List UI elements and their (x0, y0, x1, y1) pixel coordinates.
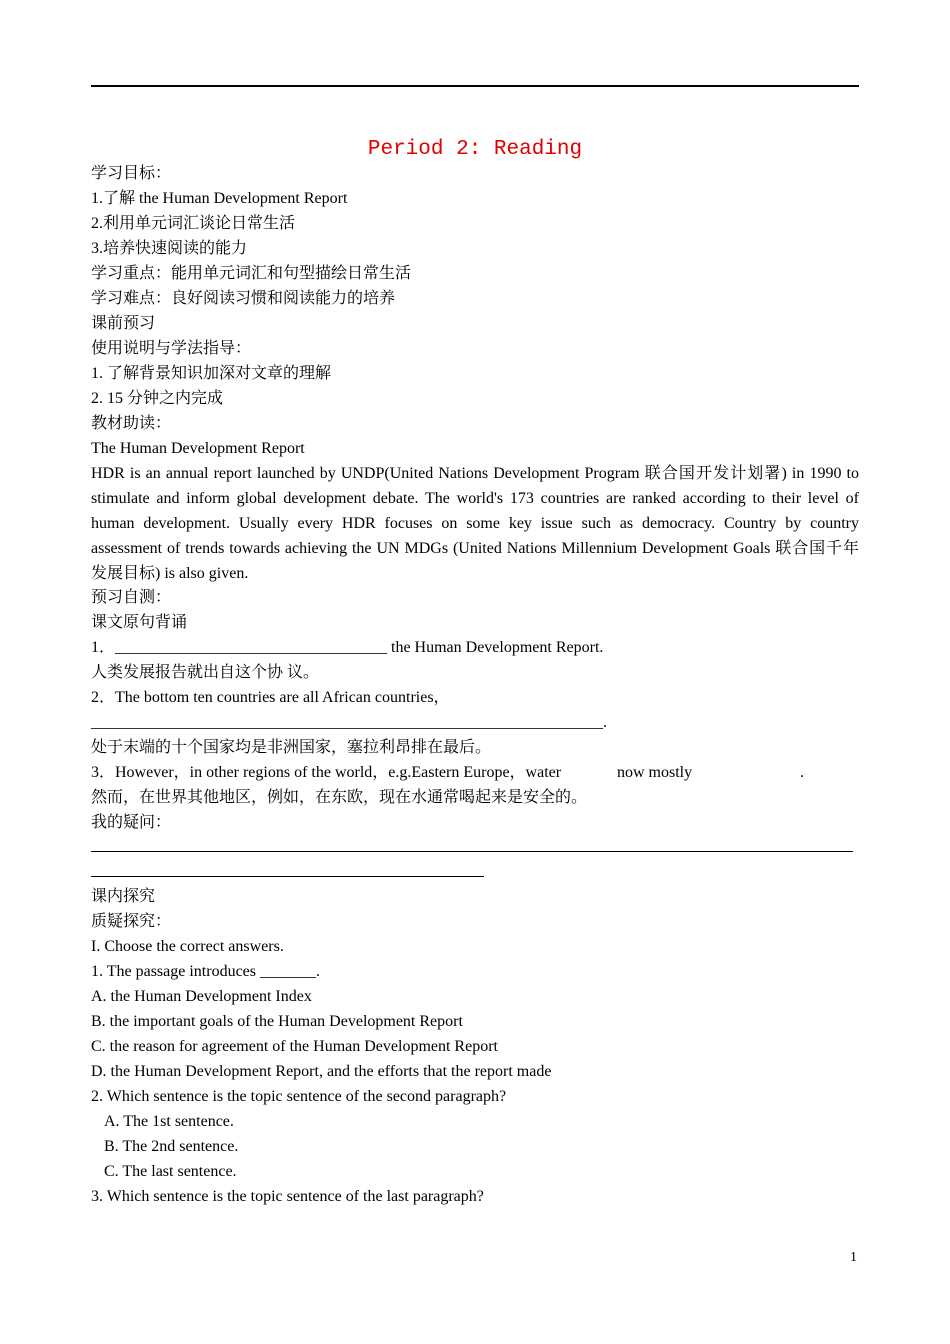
objective-item: 1.了解 the Human Development Report (91, 190, 348, 207)
question-3-part-a: 3．However，in other regions of the world，e.g.Eastern Europe，water (91, 764, 562, 781)
page-title: Period 2: Reading (367, 138, 583, 161)
question-1-translation: 人类发展报告就出自这个协 议。 (91, 664, 320, 681)
instructions-heading: 使用说明与学法指导： (91, 340, 252, 357)
question-2: 2．The bottom ten countries are all African countries， (91, 689, 450, 706)
page-number: 1 (850, 1250, 857, 1265)
self-test-heading: 预习自测： (91, 589, 172, 606)
question-3-part-c: . (800, 764, 804, 781)
aid-heading: 教材助读： (91, 415, 172, 432)
key-point: 学习重点：能用单元词汇和句型描绘日常生活 (91, 265, 412, 282)
doubts-label: 我的疑问： (91, 814, 172, 831)
mc-option: A. the Human Development Index (91, 988, 312, 1005)
section-heading: I. Choose the correct answers. (91, 938, 284, 955)
mc-option: C. The last sentence. (104, 1163, 237, 1180)
objective-item: 3.培养快速阅读的能力 (91, 240, 248, 257)
in-class-heading: 课内探究 (91, 888, 156, 905)
doubts-answer-line (91, 876, 484, 877)
question-3-part-b: now mostly (617, 764, 693, 781)
mc-question-2: 2. Which sentence is the topic sentence of the second paragraph? (91, 1088, 507, 1105)
preview-heading: 课前预习 (91, 315, 156, 332)
inquiry-heading: 质疑探究： (91, 913, 172, 930)
doubts-answer-line (91, 851, 853, 852)
objective-item: 2.利用单元词汇谈论日常生活 (91, 215, 296, 232)
article-body: HDR is an annual report launched by UNDP(United Nations Development Program 联合国开发计划署) in 1990 to stimulate and inform global development debate. The world's 173 countries are ranked according to their level of human development. Usually every HDR focuses on some key issue such as democracy. Country by country assessment of trends towards achieving the UN MDGs (United Nations Millennium Development Goals 联合国千年发展目标) is also given. (91, 465, 859, 582)
difficulty-point: 学习难点：良好阅读习惯和阅读能力的培养 (91, 290, 396, 307)
question-2-translation: 处于末端的十个国家均是非洲国家，塞拉利昂排在最后。 (91, 739, 492, 756)
article-title: The Human Development Report (91, 440, 305, 457)
mc-option: C. the reason for agreement of the Human Development Report (91, 1038, 498, 1055)
recite-heading: 课文原句背诵 (91, 614, 188, 631)
objectives-heading: 学习目标： (91, 165, 172, 182)
mc-question-3: 3. Which sentence is the topic sentence of the last paragraph? (91, 1188, 484, 1205)
question-3-translation: 然而，在世界其他地区，例如，在东欧，现在水通常喝起来是安全的。 (91, 789, 588, 806)
question-2-blank: ________________________________________________________________. (91, 714, 607, 731)
header-rule (91, 85, 859, 87)
mc-option: D. the Human Development Report, and the efforts that the report made (91, 1063, 552, 1080)
mc-question-1: 1. The passage introduces _______. (91, 963, 320, 980)
mc-option: B. the important goals of the Human Development Report (91, 1013, 463, 1030)
question-1: 1．__________________________________ the Human Development Report. (91, 639, 604, 656)
mc-option: B. The 2nd sentence. (104, 1138, 239, 1155)
mc-option: A. The 1st sentence. (104, 1113, 234, 1130)
instruction-item: 2. 15 分钟之内完成 (91, 390, 224, 407)
instruction-item: 1. 了解背景知识加深对文章的理解 (91, 365, 332, 382)
